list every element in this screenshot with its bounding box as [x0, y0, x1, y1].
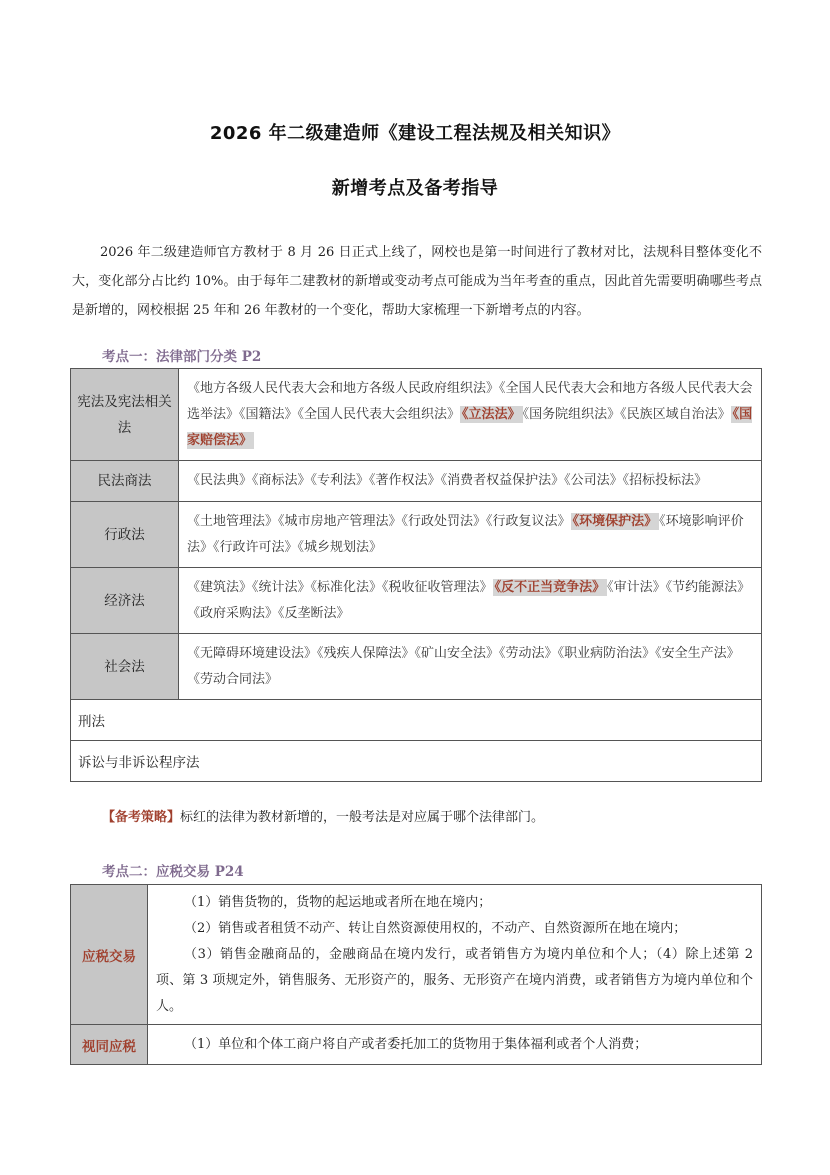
highlighted-law: 《环境保护法》: [572, 513, 658, 529]
page-title: 2026 年二级建造师《建设工程法规及相关知识》: [209, 123, 621, 144]
law-name: 《全国人民代表大会和地方各级人民代表大会选举法》: [187, 380, 753, 422]
taxable-transaction-table: [70, 884, 762, 1065]
law-name: 《国籍法》: [239, 406, 298, 422]
description-cell: [148, 885, 762, 1025]
category-cell: 宪法及宪法相关法: [71, 369, 179, 461]
table-row: [71, 885, 762, 1025]
table-row: [71, 1025, 762, 1065]
section1-heading: 考点一：法律部门分类 P2: [102, 349, 262, 365]
law-name: 《节约能源法》: [665, 579, 751, 595]
law-name: 《行政复议法》: [486, 513, 571, 529]
law-name: 《建筑法》: [187, 579, 253, 595]
law-name: 《招标投标法》: [622, 473, 708, 488]
law-name: 《统计法》: [252, 579, 311, 595]
section2-heading: 考点二：应税交易 P24: [102, 864, 244, 880]
highlighted-law: 《立法法》: [462, 406, 521, 422]
law-name: 《商标法》: [252, 473, 311, 488]
law-name: 《税收征收管理法》: [382, 579, 493, 595]
category-cell: 经济法: [71, 568, 179, 634]
law-name: 《土地管理法》: [187, 513, 279, 529]
table-row: [71, 461, 762, 502]
law-name: 《全国人民代表大会组织法》: [297, 406, 461, 422]
strategy-note: [102, 806, 544, 825]
description-cell: [148, 1025, 762, 1065]
law-name: 《专利法》: [310, 473, 370, 488]
category-cell: 行政法: [71, 502, 179, 568]
law-name: 《矿山安全法》: [414, 645, 500, 661]
description-paragraph: （1）销售货物的，货物的起运地或者所在地在境内；: [184, 894, 492, 910]
law-name: 《政府采购法》: [187, 605, 279, 621]
law-name: 《著作权法》: [369, 473, 441, 488]
strategy-text: 标红的法律为教材新增的，一般考法是对应属于哪个法律部门。: [180, 810, 545, 825]
highlighted-law: 《国家赔偿法》: [187, 406, 753, 448]
highlighted-law: 《反不正当竞争法》: [494, 579, 606, 595]
law-name: 《行政处罚法》: [401, 513, 487, 529]
law-name: 《残疾人保障法》: [317, 645, 415, 661]
description-paragraph: （1）单位和个体工商户将自产或者委托加工的货物用于集体福利或者个人消费；: [184, 1036, 648, 1052]
laws-cell: [179, 634, 762, 700]
table-row: [71, 634, 762, 700]
law-name: 《城市房地产管理法》: [278, 513, 402, 529]
page-subtitle: 新增考点及备考指导: [331, 178, 499, 199]
category-cell: 民法商法: [71, 461, 179, 502]
law-name: 《地方各级人民代表大会和地方各级人民政府组织法》: [187, 380, 500, 396]
law-name: 《无障碍环境建设法》: [187, 645, 318, 661]
law-name: 《民法典》: [187, 473, 253, 488]
category-cell: 应税交易: [71, 885, 148, 1025]
strategy-label: 【备考策略】: [102, 810, 181, 825]
description-paragraph: （3）销售金融商品的，金融商品在境内发行，或者销售方为境内单位和个人；（4）除上述第 2 项、第 3 项规定外，销售服务、无形资产的，服务、无形资产在境内消费，或者销售方为境内单位和个人。: [156, 946, 753, 1014]
laws-cell: [179, 369, 762, 461]
law-name: 《劳动法》: [499, 645, 558, 661]
table-row: [71, 369, 762, 461]
law-name: 《公司法》: [564, 473, 623, 488]
table-row: [71, 700, 762, 741]
law-name: 《环境影响评价法》: [187, 513, 744, 555]
category-cell: 视同应税: [71, 1025, 148, 1065]
law-category-table: [70, 368, 762, 782]
laws-cell: [179, 568, 762, 634]
law-name: 《城乡规划法》: [297, 539, 383, 555]
table-row: [71, 568, 762, 634]
laws-cell: [179, 461, 762, 502]
law-name: 《劳动合同法》: [187, 671, 279, 687]
law-name: 《标准化法》: [310, 579, 383, 595]
intro-paragraph: 2026 年二级建造师官方教材于 8 月 26 日正式上线了，网校也是第一时间进行了教材对比，法规科目整体变化不大，变化部分占比约 10%。由于每年二建教材的新增或变动考点可能成为当年考查的重点，因此首先需要明确哪些考点是新增的，网校根据 25 年和 26 年教材的一个变化，帮助大家梳理一下新增考点的内容。: [72, 245, 762, 318]
laws-cell: [179, 502, 762, 568]
law-name: 《国务院组织法》: [522, 406, 621, 422]
description-paragraph: （2）销售或者租赁不动产、转让自然资源使用权的，不动产、自然资源所在地在境内；: [184, 920, 687, 936]
procedure-law-row: 诉讼与非诉讼程序法: [71, 741, 762, 782]
law-name: 《安全生产法》: [655, 645, 740, 661]
table-row: [71, 502, 762, 568]
table-row: [71, 741, 762, 782]
law-name: 《反垄断法》: [278, 605, 350, 621]
law-name: 《民族区域自治法》: [620, 406, 731, 422]
law-name: 《审计法》: [607, 579, 666, 595]
law-name: 《消费者权益保护法》: [440, 473, 565, 488]
criminal-law-row: 刑法: [71, 700, 762, 741]
law-name: 《行政许可法》: [213, 539, 298, 555]
law-name: 《职业病防治法》: [557, 645, 656, 661]
category-cell: 社会法: [71, 634, 179, 700]
